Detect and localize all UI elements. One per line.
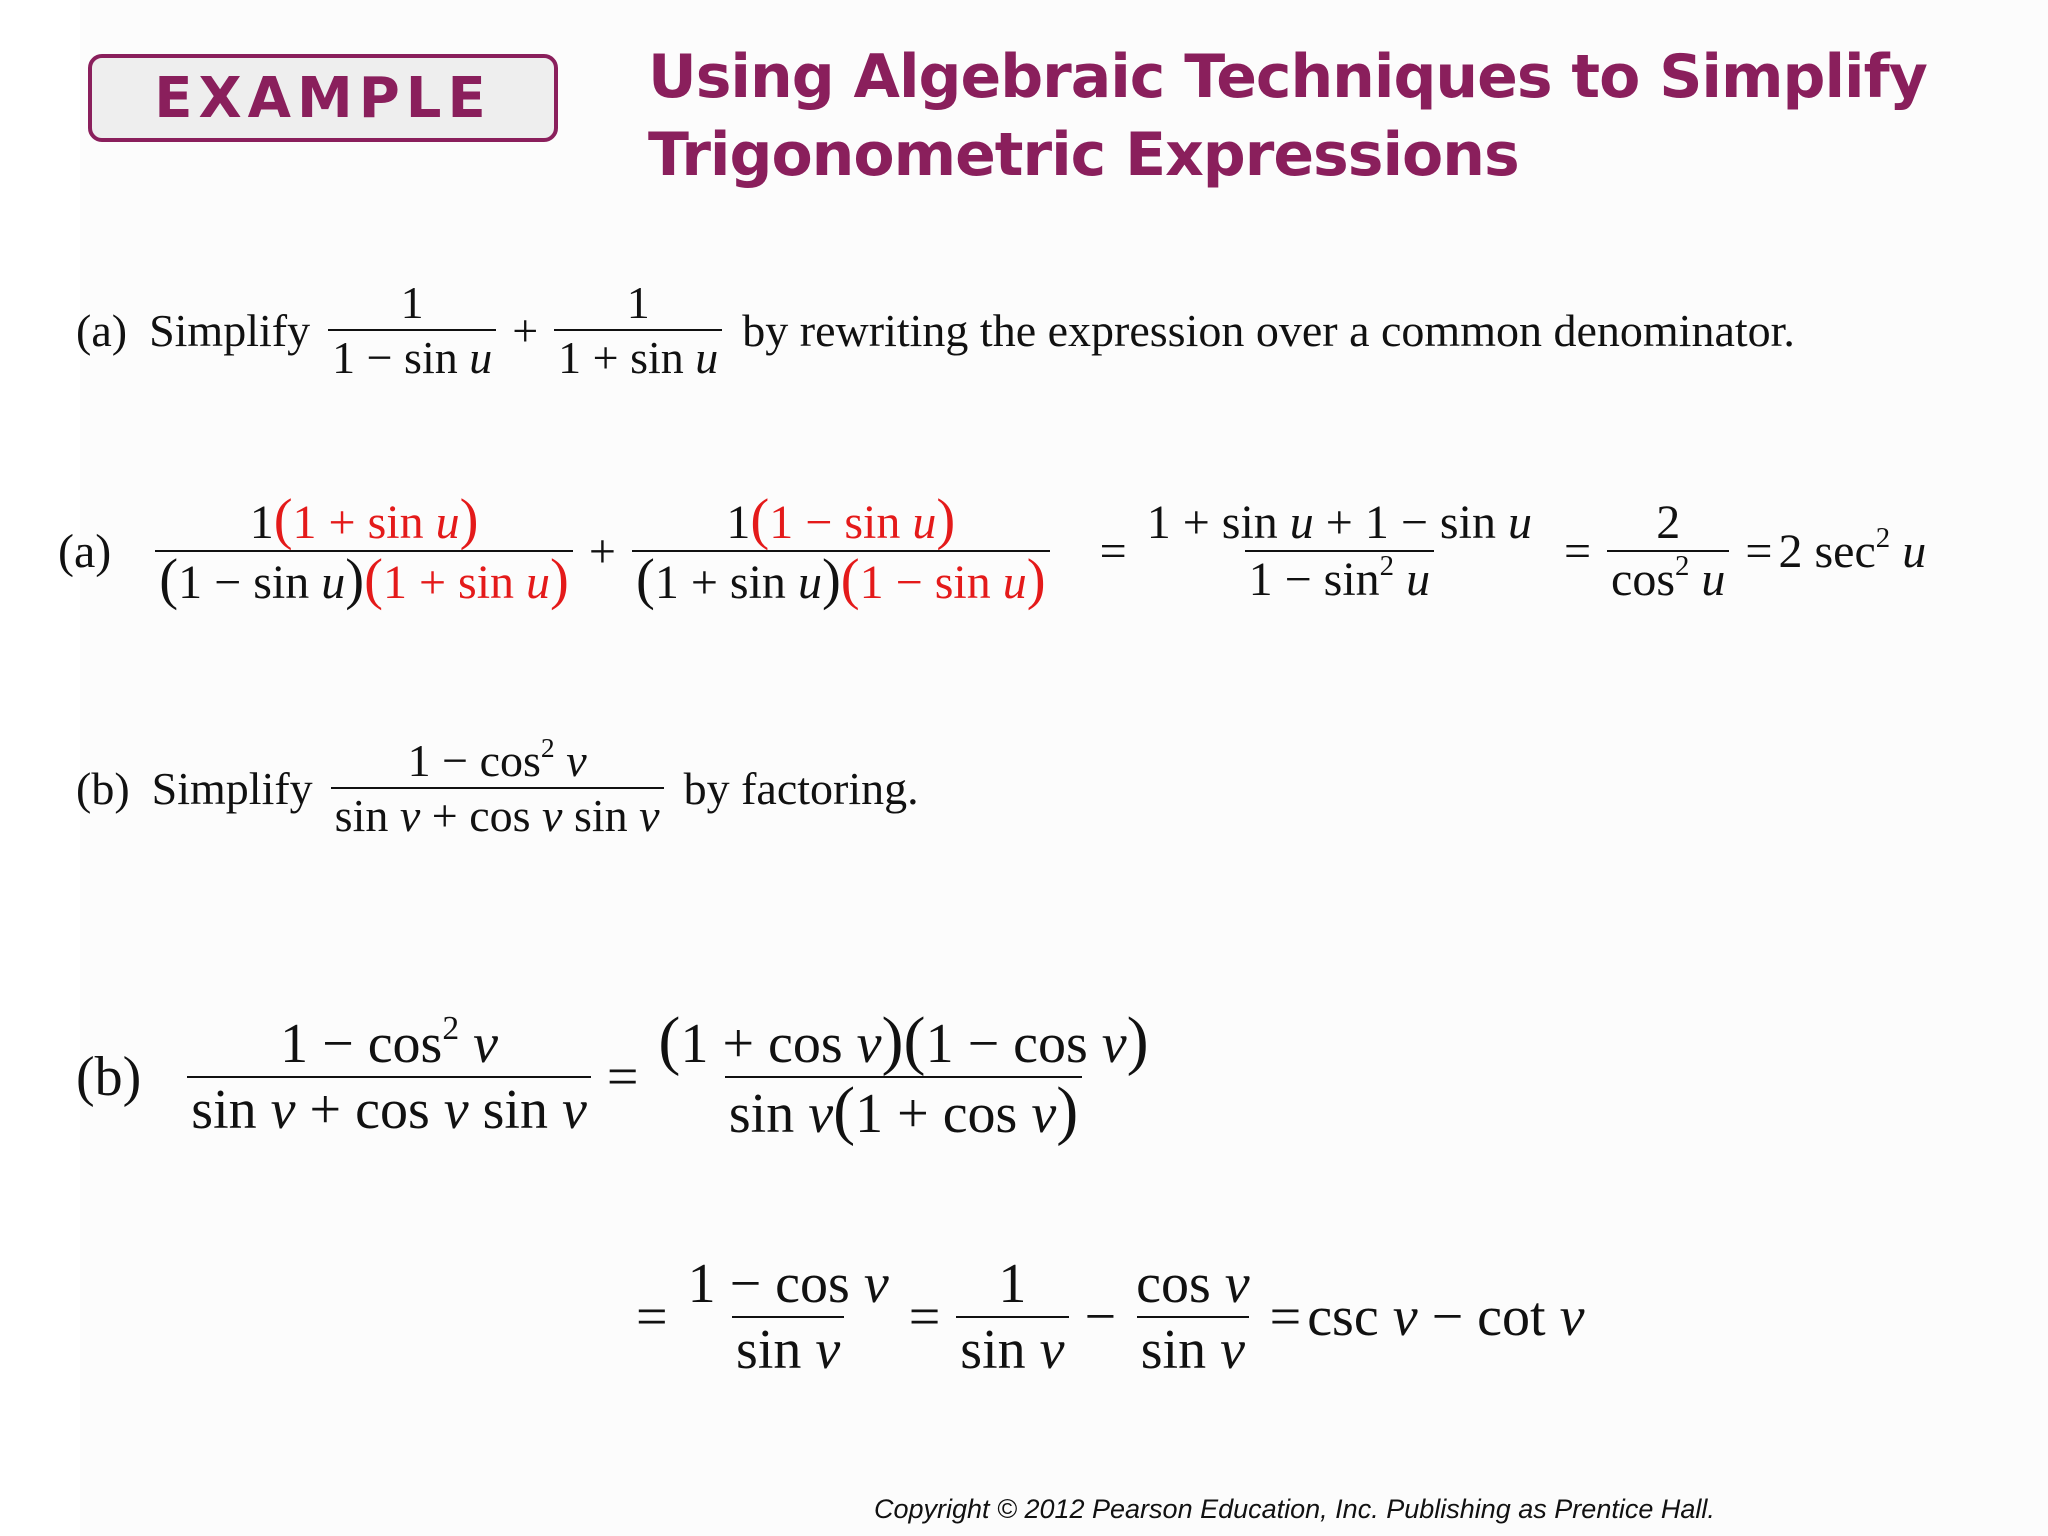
a-solution-equals-1: = bbox=[1099, 524, 1127, 578]
b-solution-cos-over-sin: $\frac{\text{cos v}}{\text{sin v}}$ bbox=[1136, 1253, 1250, 1381]
b-problem-label: (b) bbox=[76, 762, 130, 814]
b-problem-line bbox=[76, 731, 919, 842]
b-solution-minus: − bbox=[1084, 1286, 1117, 1348]
copyright-footer: Copyright © 2012 Pearson Education, Inc. Publishing as Prentice Hall. bbox=[874, 1494, 1715, 1524]
b-solution-label: (b) bbox=[76, 1046, 142, 1108]
b-solution-line-1 bbox=[76, 1004, 1163, 1147]
example-badge-label: EXAMPLE bbox=[154, 65, 492, 131]
a-problem-instruction: by rewriting the expression over a common denominator. bbox=[742, 304, 1795, 356]
example-badge bbox=[88, 54, 558, 142]
a-problem-fraction-1: 1 1 − sin u bbox=[328, 276, 496, 384]
b-solution-equals-1: = bbox=[606, 1046, 639, 1108]
b-solution-result: csc v − cot v bbox=[1307, 1286, 1585, 1348]
a-solution-combined-fraction: $\frac{\text{1 + sin u + 1 − sin u}}{1 - \sin^2 u}$ bbox=[1146, 496, 1532, 606]
a-problem-fraction-2: $\frac{1}{\text{1 + sin u}}$ bbox=[554, 276, 722, 384]
title-line-2: Trigonometric Expressions bbox=[648, 120, 1519, 190]
b-solution-step2-fraction: $\frac{\text{1 − cos v}}{\text{sin v}}$ bbox=[687, 1253, 889, 1381]
b-solution-equals-2: = bbox=[636, 1286, 668, 1348]
a-problem-verb: Simplify bbox=[149, 304, 311, 356]
a-solution-fraction-1: 1(1 + sin u) (1 − sin u)(1 + sin u) bbox=[155, 492, 573, 610]
b-solution-factored-fraction: $\frac{\text{(1 + cos v)(1 − cos v)}}{\text{sin v(1 + cos v)}}$ bbox=[658, 1004, 1149, 1147]
b-solution-equals-4: = bbox=[1269, 1286, 1302, 1348]
b-solution-original-fraction: $\frac{1 - \cos^2 v}{\text{sin v + cos v sin v}}$ bbox=[187, 1012, 591, 1142]
a-solution-equals-2: = bbox=[1563, 524, 1592, 578]
a-problem-label: (a) bbox=[76, 304, 128, 356]
a-solution-result: 2 $\sec^2 u$ bbox=[1778, 521, 1927, 578]
b-solution-one-over-sin: $\frac{1}{\text{sin v}}$ bbox=[956, 1252, 1068, 1382]
b-problem-fraction: $1 - \cos^2 v$ sin v + cos v sin v bbox=[331, 734, 664, 842]
a-solution-two-over-cos: $\frac{2}{\cos^2 u}$ bbox=[1607, 495, 1729, 607]
a-solution-fraction-2: $\frac{\text{1(1 − sin u)}}{\text{(1 + sin u)(1 − sin u)}}$ bbox=[632, 492, 1050, 610]
a-problem-plus: + bbox=[512, 304, 539, 356]
a-solution-equals-3: = bbox=[1745, 524, 1773, 578]
b-problem-instruction: by factoring. bbox=[683, 762, 919, 814]
b-solution-line-2 bbox=[630, 1252, 1584, 1382]
a-solution-label: (a) bbox=[58, 524, 112, 578]
slide-title bbox=[648, 38, 1978, 194]
b-problem-verb: Simplify bbox=[151, 762, 313, 814]
title-line-1: Using Algebraic Techniques to Simplify bbox=[648, 42, 1927, 112]
a-solution-line bbox=[58, 489, 1927, 611]
a-solution-plus: + bbox=[588, 524, 616, 578]
b-solution-equals-3: = bbox=[908, 1286, 941, 1348]
a-problem-line bbox=[76, 276, 1795, 384]
